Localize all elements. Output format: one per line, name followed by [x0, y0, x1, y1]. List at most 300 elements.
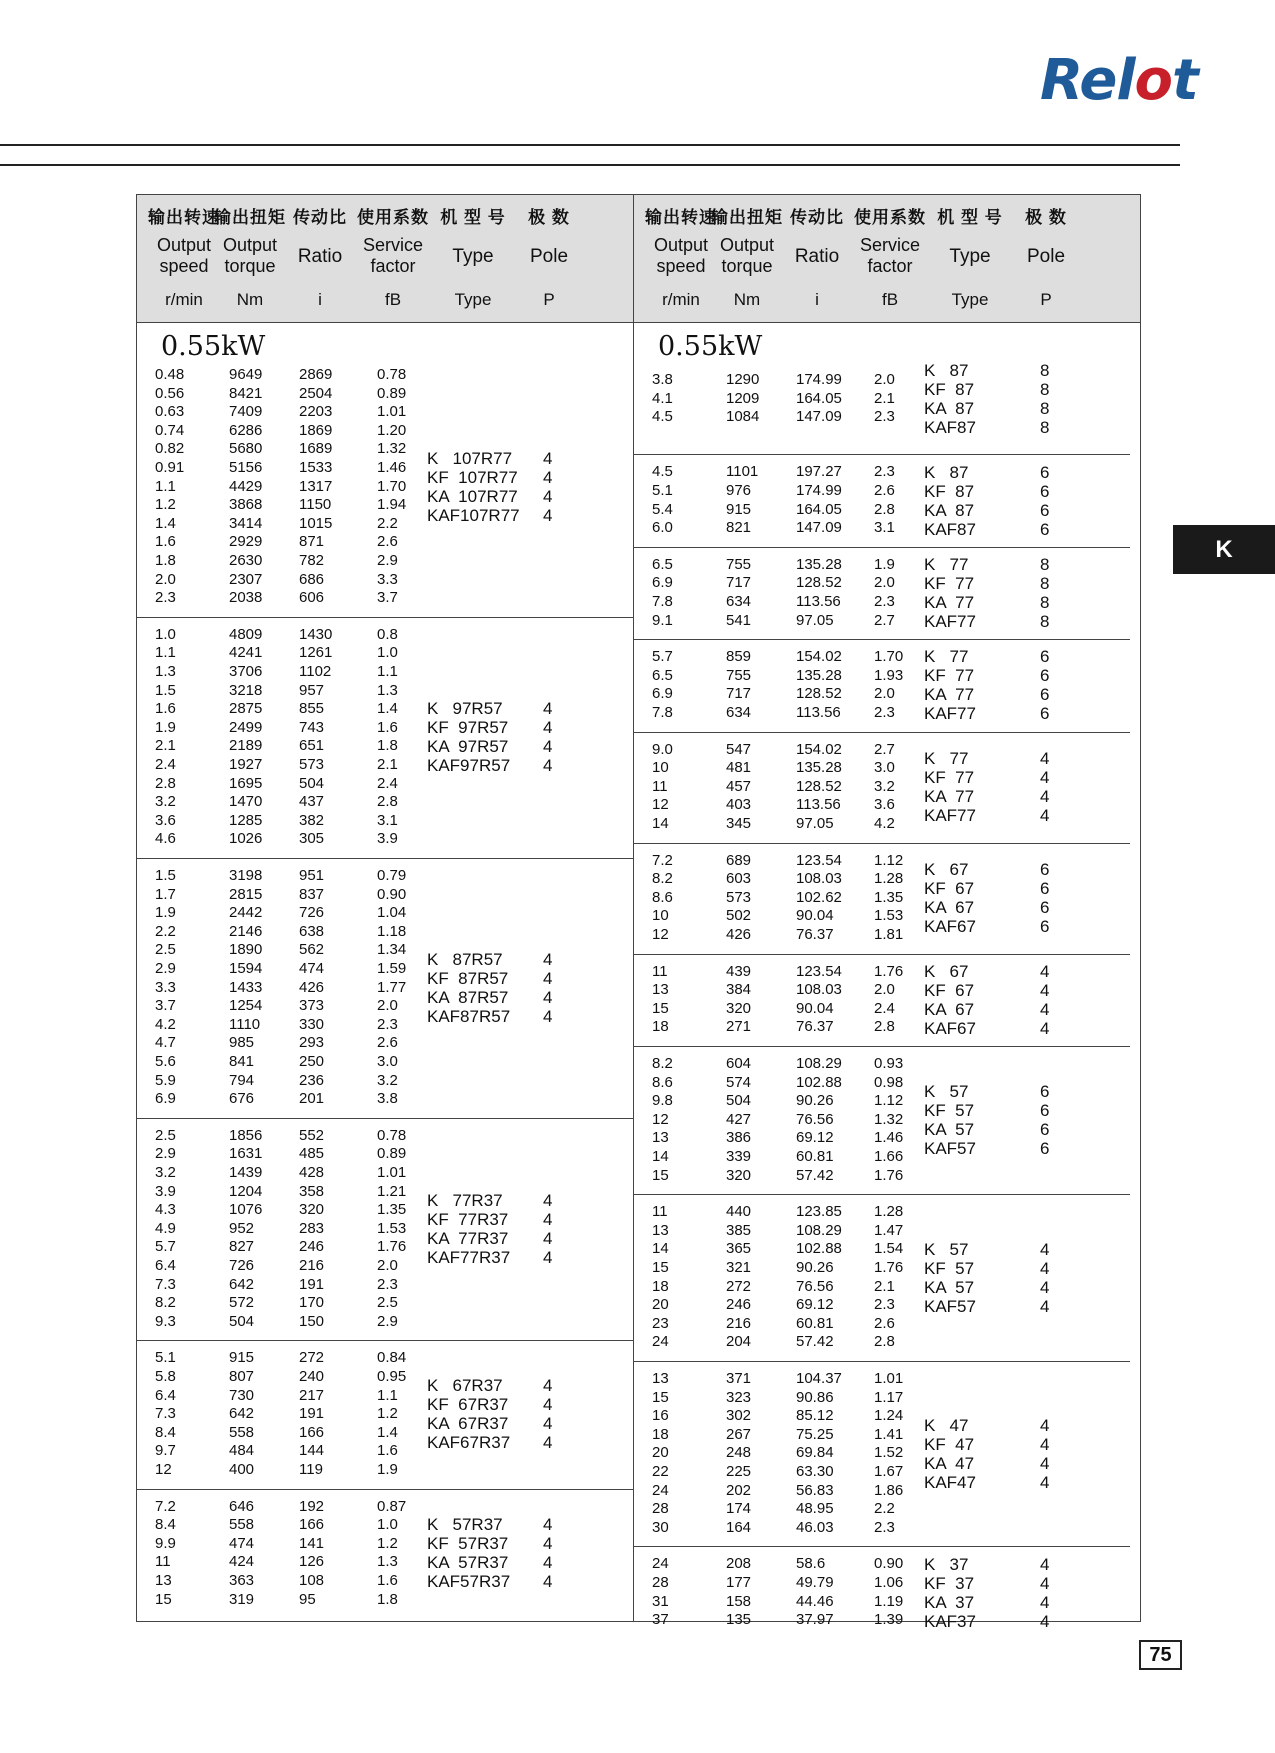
header-cn-3: 使用系数 [357, 208, 429, 227]
service-factor: 2.6 [377, 1034, 398, 1052]
service-factor: 2.0 [874, 371, 895, 388]
output-speed: 4.2 [155, 1015, 176, 1033]
type-name: K 57 [924, 1239, 969, 1259]
output-torque: 604 [726, 1055, 752, 1072]
service-factor: 1.2 [377, 1405, 398, 1423]
header-symbol-0: r/min [165, 290, 203, 309]
output-speed: 12 [652, 796, 669, 814]
output-speed: 16 [652, 1407, 669, 1425]
service-factor: 2.6 [874, 1314, 895, 1332]
output-speed: 0.74 [155, 421, 185, 439]
section-tab-k: K [1173, 525, 1275, 574]
service-factor: 2.8 [874, 1018, 895, 1036]
output-speed: 5.6 [155, 1053, 176, 1070]
output-speed: 5.9 [155, 1071, 176, 1089]
pole-count: 6 [1040, 462, 1050, 482]
pole-count: 6 [1040, 1120, 1050, 1140]
ratio: 123.54 [796, 851, 842, 869]
output-torque: 345 [726, 814, 752, 832]
output-torque: 541 [726, 611, 752, 629]
table-row [634, 1463, 1130, 1482]
ratio: 154.02 [796, 740, 842, 758]
service-factor: 3.8 [377, 1090, 398, 1108]
output-speed: 6.0 [652, 519, 673, 537]
model-group [137, 1119, 633, 1342]
service-factor: 3.9 [377, 830, 398, 848]
output-speed: 20 [652, 1444, 669, 1462]
type-name: K 57R37 [427, 1515, 503, 1535]
service-factor: 2.6 [874, 481, 895, 499]
service-factor: 2.2 [874, 1500, 895, 1518]
output-torque: 2630 [229, 552, 263, 569]
output-speed: 1.1 [155, 644, 176, 662]
table-row [137, 1572, 633, 1591]
table-row [634, 648, 1130, 667]
ratio: 504 [299, 774, 325, 792]
header-rule-bottom [0, 164, 1180, 166]
output-speed: 14 [652, 1240, 669, 1258]
table-row [137, 1090, 633, 1109]
ratio: 246 [299, 1238, 325, 1256]
page-number: 75 [1139, 1640, 1182, 1670]
output-torque: 440 [726, 1203, 752, 1221]
service-factor: 1.6 [377, 718, 398, 736]
header-en-2: Ratio [297, 246, 343, 267]
output-speed: 22 [652, 1463, 669, 1480]
ratio: 782 [299, 552, 325, 569]
table-row [137, 737, 633, 756]
pole-count: 8 [1040, 592, 1050, 612]
table-row [634, 1240, 1130, 1259]
table-row [137, 867, 633, 886]
output-torque: 4809 [229, 625, 263, 643]
pole-count: 6 [1040, 1139, 1050, 1159]
model-group [137, 1490, 633, 1620]
ratio: 240 [299, 1367, 325, 1385]
header-cn-1: 输出扭矩 [214, 208, 286, 227]
service-factor: 1.28 [874, 870, 904, 888]
table-row [634, 612, 1130, 631]
output-speed: 3.6 [155, 811, 176, 829]
table-row [634, 1574, 1130, 1593]
output-torque: 216 [726, 1314, 752, 1332]
output-speed: 1.0 [155, 625, 176, 643]
table-row [137, 960, 633, 979]
ratio: 147.09 [796, 408, 842, 426]
table-row [137, 1016, 633, 1035]
output-speed: 8.4 [155, 1516, 176, 1534]
header-symbol-3: fB [384, 290, 402, 309]
model-group [634, 955, 1130, 1047]
output-speed: 1.1 [155, 477, 176, 495]
output-torque: 634 [726, 703, 752, 721]
service-factor: 2.8 [874, 500, 895, 518]
output-torque: 481 [726, 759, 752, 777]
service-factor: 2.0 [874, 685, 895, 703]
service-factor: 1.34 [377, 941, 407, 959]
ratio: 606 [299, 589, 325, 607]
table-row [634, 1111, 1130, 1130]
table-row [634, 501, 1130, 520]
service-factor: 1.70 [377, 477, 407, 495]
pole-count: 4 [543, 737, 553, 757]
ratio: 283 [299, 1219, 325, 1237]
table-row [634, 1000, 1130, 1019]
output-torque: 439 [726, 962, 752, 980]
type-name: KA 57R37 [427, 1553, 509, 1573]
type-name: K 87 [924, 462, 969, 482]
output-torque: 302 [726, 1407, 752, 1425]
type-name: K 67R37 [427, 1376, 503, 1396]
service-factor: 2.8 [377, 793, 398, 811]
type-name: K 77R37 [427, 1191, 503, 1211]
type-name: KF 57R37 [427, 1534, 509, 1554]
pole-count: 8 [1040, 611, 1050, 631]
output-torque: 400 [229, 1460, 255, 1478]
output-speed: 28 [652, 1500, 669, 1518]
table-row [634, 1593, 1130, 1612]
service-factor: 3.6 [874, 796, 895, 814]
output-torque: 365 [726, 1240, 752, 1258]
output-speed: 3.7 [155, 997, 176, 1015]
ratio: 128.52 [796, 574, 842, 592]
table-row [634, 593, 1130, 612]
output-torque: 726 [229, 1256, 255, 1274]
output-speed: 2.0 [155, 570, 176, 588]
model-group [634, 1362, 1130, 1547]
table-row [634, 1074, 1130, 1093]
pole-count: 4 [543, 1515, 553, 1535]
output-torque: 4241 [229, 644, 263, 662]
output-speed: 4.6 [155, 830, 176, 848]
table-row [634, 1407, 1130, 1426]
ratio: 57.42 [796, 1166, 834, 1184]
ratio: 164.05 [796, 389, 842, 407]
output-speed: 4.5 [652, 463, 673, 481]
output-torque: 547 [726, 740, 752, 758]
output-speed: 2.9 [155, 960, 176, 977]
service-factor: 1.70 [874, 648, 904, 666]
type-name: K 37 [924, 1554, 969, 1574]
table-row [634, 1222, 1130, 1241]
type-name: KF 87 [924, 379, 975, 399]
output-torque: 4429 [229, 477, 263, 495]
pole-count: 8 [1040, 573, 1050, 593]
service-factor: 2.3 [874, 408, 895, 426]
service-factor: 3.1 [377, 811, 398, 829]
output-speed: 9.1 [652, 611, 673, 629]
ratio: 147.09 [796, 519, 842, 537]
table-row [634, 1296, 1130, 1315]
output-speed: 2.2 [155, 922, 176, 940]
service-factor: 0.8 [377, 625, 398, 643]
output-torque: 426 [726, 925, 752, 943]
ratio: 358 [299, 1182, 325, 1200]
header-cn-2: 传动比 [790, 208, 844, 227]
ratio: 135.28 [796, 759, 842, 777]
output-torque: 502 [726, 907, 752, 925]
output-torque: 952 [229, 1219, 255, 1237]
model-group [634, 1195, 1130, 1362]
table-row [137, 1387, 633, 1406]
table-row [137, 571, 633, 590]
ratio: 97.05 [796, 814, 834, 832]
pole-count: 4 [543, 1376, 553, 1396]
service-factor: 3.2 [874, 777, 895, 795]
service-factor: 1.8 [377, 1590, 398, 1608]
ratio: 95 [299, 1590, 316, 1608]
ratio: 272 [299, 1349, 325, 1367]
type-name: KAF67 [924, 917, 976, 937]
output-torque: 504 [229, 1312, 255, 1330]
model-group [137, 1341, 633, 1489]
pole-count: 6 [1040, 1082, 1050, 1102]
table-row [634, 889, 1130, 908]
table-row [137, 997, 633, 1016]
ratio: 108.29 [796, 1221, 842, 1239]
ratio: 382 [299, 811, 325, 829]
ratio: 102.88 [796, 1073, 842, 1091]
header-cn-0: 输出转速 [148, 208, 220, 227]
header-cn-4: 机 型 号 [440, 208, 506, 227]
output-speed: 28 [652, 1573, 669, 1591]
output-torque: 2189 [229, 737, 263, 755]
ratio: 90.04 [796, 999, 834, 1017]
output-torque: 2038 [229, 589, 263, 607]
output-torque: 8421 [229, 384, 263, 402]
type-name: KA 97R57 [427, 737, 509, 757]
output-speed: 15 [652, 999, 669, 1017]
output-speed: 15 [652, 1166, 669, 1184]
output-torque: 1890 [229, 941, 263, 959]
table-row [137, 1145, 633, 1164]
ratio: 2869 [299, 366, 333, 383]
output-speed: 4.1 [652, 389, 673, 407]
ratio: 154.02 [796, 648, 842, 666]
output-speed: 23 [652, 1314, 669, 1332]
table-row [137, 1535, 633, 1554]
power-rating: 0.55kW [658, 331, 763, 362]
type-name: KA 87R57 [427, 987, 509, 1007]
table-row [634, 870, 1130, 889]
table-row [137, 589, 633, 608]
pole-count: 6 [1040, 917, 1050, 937]
table-row [137, 644, 633, 663]
ratio: 113.56 [796, 592, 841, 610]
pole-count: 4 [1040, 1573, 1050, 1593]
header-cn-2: 传动比 [293, 208, 347, 227]
table-row [137, 663, 633, 682]
output-torque: 1026 [229, 830, 263, 848]
output-speed: 6.4 [155, 1256, 176, 1274]
output-torque: 915 [726, 500, 752, 518]
pole-count: 6 [1040, 500, 1050, 520]
output-torque: 5156 [229, 459, 263, 476]
service-factor: 0.87 [377, 1497, 407, 1515]
table-row [137, 1034, 633, 1053]
pole-count: 4 [543, 1191, 553, 1211]
output-torque: 319 [229, 1590, 255, 1608]
service-factor: 1.17 [874, 1388, 904, 1406]
pole-count: 4 [1040, 768, 1050, 788]
pole-count: 4 [1040, 1554, 1050, 1574]
output-torque: 1439 [229, 1163, 263, 1181]
service-factor: 2.3 [874, 703, 895, 721]
table-row [137, 904, 633, 923]
table-row [137, 886, 633, 905]
output-speed: 7.2 [155, 1497, 176, 1515]
output-speed: 3.2 [155, 1163, 176, 1181]
output-torque: 642 [229, 1275, 255, 1293]
output-speed: 1.4 [155, 514, 176, 532]
power-rating: 0.55kW [161, 331, 266, 362]
ratio: 743 [299, 718, 325, 736]
type-name: K 107R77 [427, 448, 513, 468]
pole-count: 4 [1040, 980, 1050, 1000]
output-torque: 246 [726, 1296, 752, 1314]
type-name: KAF77 [924, 611, 976, 631]
model-group [634, 360, 1130, 455]
header-symbol-5: P [543, 290, 555, 309]
type-name: KAF87 [924, 519, 976, 539]
ratio: 174.99 [796, 371, 842, 388]
pole-count: 4 [1040, 999, 1050, 1019]
service-factor: 1.32 [874, 1110, 904, 1128]
ratio: 638 [299, 922, 325, 940]
ratio: 197.27 [796, 463, 842, 481]
type-name: KAF57 [924, 1296, 976, 1316]
output-torque: 248 [726, 1444, 752, 1462]
ratio: 562 [299, 941, 325, 959]
table-row [137, 682, 633, 701]
pole-count: 4 [543, 1534, 553, 1554]
ratio: 1102 [299, 662, 332, 680]
output-torque: 320 [726, 999, 752, 1017]
output-speed: 9.7 [155, 1442, 176, 1460]
pole-count: 4 [1040, 749, 1050, 769]
table-row [634, 1148, 1130, 1167]
header-cn-3: 使用系数 [854, 208, 926, 227]
service-factor: 3.2 [377, 1071, 398, 1089]
output-speed: 1.9 [155, 904, 176, 922]
service-factor: 2.3 [377, 1275, 398, 1293]
output-torque: 424 [229, 1553, 255, 1571]
service-factor: 0.89 [377, 384, 407, 402]
service-factor: 2.5 [377, 1294, 398, 1312]
ratio: 428 [299, 1163, 325, 1181]
ratio: 97.05 [796, 611, 834, 629]
table-row [634, 1092, 1130, 1111]
output-speed: 1.5 [155, 867, 176, 884]
type-name: KF 97R57 [427, 718, 509, 738]
service-factor: 2.1 [874, 389, 895, 407]
output-torque: 558 [229, 1516, 255, 1534]
table-row [137, 478, 633, 497]
output-torque: 755 [726, 666, 752, 684]
type-name: KA 47 [924, 1453, 975, 1473]
pole-count: 4 [543, 505, 553, 525]
header-cn-5: 极 数 [528, 208, 570, 227]
pole-count: 6 [1040, 704, 1050, 724]
output-speed: 2.4 [155, 755, 176, 773]
table-row [634, 1426, 1130, 1445]
output-speed: 9.0 [652, 740, 673, 758]
output-torque: 1927 [229, 755, 263, 773]
ratio: 855 [299, 700, 325, 718]
output-torque: 158 [726, 1592, 752, 1610]
service-factor: 1.3 [377, 681, 398, 699]
type-name: KA 87 [924, 398, 975, 418]
ratio: 485 [299, 1145, 325, 1163]
pole-count: 4 [543, 949, 553, 969]
output-speed: 31 [652, 1592, 669, 1610]
output-speed: 9.9 [155, 1534, 176, 1552]
ratio: 44.46 [796, 1592, 834, 1610]
service-factor: 1.77 [377, 978, 407, 996]
table-row [634, 1278, 1130, 1297]
output-torque: 386 [726, 1129, 752, 1147]
output-speed: 11 [652, 1203, 668, 1221]
header-symbol-1: Nm [733, 290, 761, 309]
table-row [137, 775, 633, 794]
output-torque: 208 [726, 1555, 752, 1573]
ratio: 37.97 [796, 1611, 834, 1629]
table-row [137, 1405, 633, 1424]
service-factor: 1.4 [377, 700, 398, 718]
service-factor: 0.79 [377, 867, 407, 884]
ratio: 871 [299, 533, 325, 551]
table-row [634, 1444, 1130, 1463]
ratio: 2504 [299, 384, 333, 402]
output-torque: 323 [726, 1388, 752, 1406]
output-speed: 5.8 [155, 1367, 176, 1385]
output-torque: 225 [726, 1463, 752, 1480]
output-speed: 6.9 [155, 1090, 176, 1108]
header-en-5: Pole [1026, 246, 1066, 267]
pole-count: 6 [1040, 519, 1050, 539]
header-symbol-2: i [815, 290, 819, 309]
output-torque: 271 [726, 1018, 752, 1036]
table-row [137, 1127, 633, 1146]
type-name: KAF67R37 [427, 1433, 511, 1453]
pole-count: 8 [1040, 379, 1050, 399]
output-torque: 2307 [229, 570, 263, 588]
header-rule-top [0, 144, 1180, 146]
type-name: KA 57 [924, 1120, 975, 1140]
header-cn-5: 极 数 [1025, 208, 1067, 227]
output-speed: 8.2 [652, 1055, 673, 1072]
service-factor: 3.3 [377, 570, 398, 588]
pole-count: 4 [1040, 1296, 1050, 1316]
ratio: 1150 [299, 496, 332, 514]
table-row [634, 1203, 1130, 1222]
output-speed: 6.9 [652, 685, 673, 703]
ratio: 58.6 [796, 1555, 826, 1573]
output-speed: 2.5 [155, 941, 176, 959]
type-name: KA 77R37 [427, 1229, 509, 1249]
pole-count: 6 [1040, 481, 1050, 501]
output-torque: 504 [726, 1092, 752, 1110]
type-name: KA 57 [924, 1277, 975, 1297]
output-speed: 5.4 [652, 500, 673, 518]
output-torque: 2815 [229, 885, 263, 903]
service-factor: 0.89 [377, 1145, 407, 1163]
table-row [137, 1368, 633, 1387]
output-torque: 7409 [229, 403, 263, 421]
output-torque: 634 [726, 592, 752, 610]
ratio: 957 [299, 681, 325, 699]
type-name: KF 57 [924, 1258, 975, 1278]
